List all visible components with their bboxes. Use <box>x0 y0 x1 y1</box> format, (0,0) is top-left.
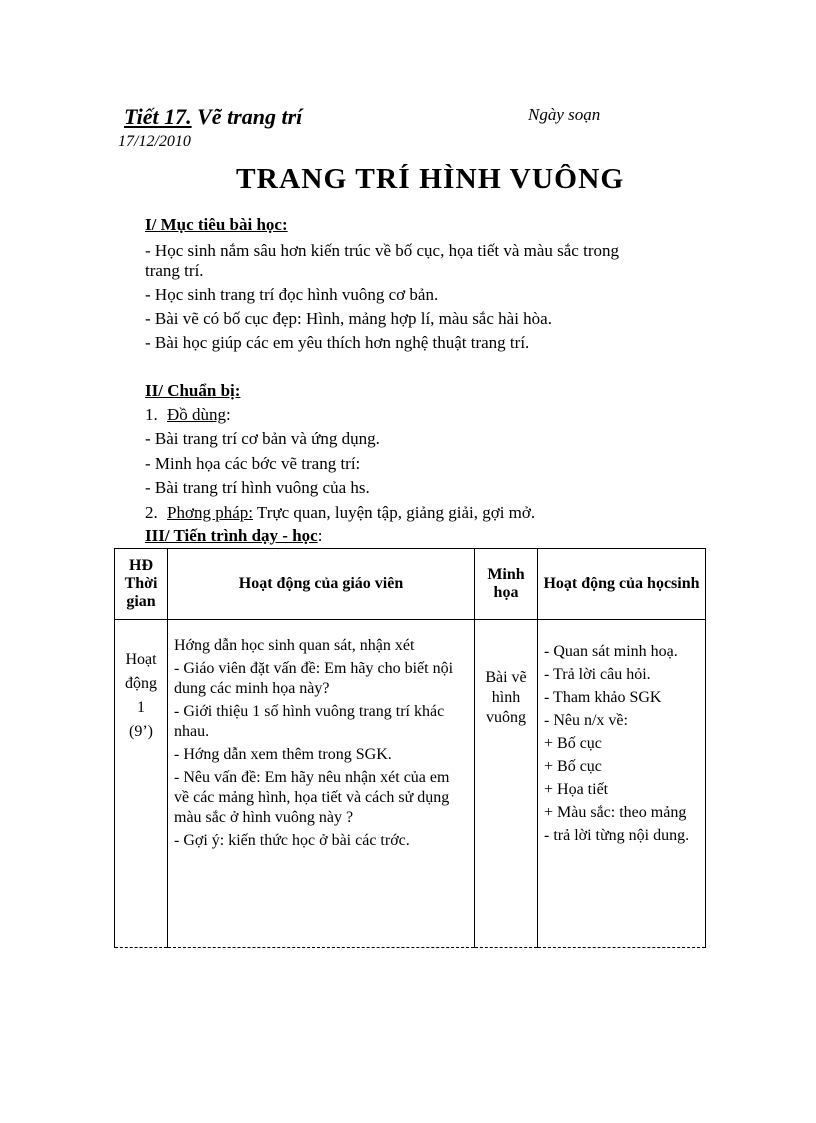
lesson-process-table <box>114 548 706 948</box>
section1-line-3: - Học sinh trang trí đọc hình vuông cơ bản. <box>145 285 439 304</box>
section3-heading-colon: : <box>317 526 323 545</box>
student-line: - Tham khảo SGK <box>544 689 662 706</box>
header-time: HĐ Thời gian <box>115 549 168 620</box>
illustration-line: hình <box>491 689 521 706</box>
student-line: + Họa tiết <box>544 781 609 798</box>
student-line: + Bố cục <box>544 758 602 775</box>
illustration-line: Bài vẽ <box>485 669 527 686</box>
section1-line-4: - Bài vẽ có bố cục đẹp: Hình, mảng hợp lí, màu sắc hài hòa. <box>145 309 552 328</box>
item-2-text: Trực quan, luyện tập, giảng giải, gợi mở. <box>252 503 536 522</box>
student-line: + Màu sắc: theo mảng <box>544 804 687 821</box>
section2-heading: II/ Chuẩn bị: <box>145 381 241 400</box>
section2-item-2 <box>145 503 535 523</box>
activity-line: (9’) <box>129 723 153 740</box>
section2-item-1 <box>145 405 231 425</box>
student-line: - Trả lời câu hỏi. <box>544 666 651 683</box>
teacher-line: Hớng dẫn học sinh quan sát, nhận xét <box>174 637 415 654</box>
prep-date: 17/12/2010 <box>118 133 191 150</box>
student-activity-cell <box>538 620 706 948</box>
item-2-number: 2. <box>145 503 158 522</box>
section2-line-3: - Bài trang trí hình vuông của hs. <box>145 478 370 497</box>
activity-cell <box>115 620 168 948</box>
section1-heading: I/ Mục tiêu bài học: <box>145 215 288 234</box>
student-line: + Bố cục <box>544 735 602 752</box>
section1-line-5: - Bài học giúp các em yêu thích hơn nghệ thuật trang trí. <box>145 333 530 352</box>
teacher-line: - Giáo viên đặt vấn đề: Em hãy cho biết nội dung các minh họa này? <box>174 660 454 697</box>
student-line: - trả lời từng nội dung. <box>544 827 690 844</box>
illustration-cell <box>475 620 538 948</box>
lesson-title <box>124 104 302 130</box>
section3-heading-text: III/ Tiến trình dạy - học <box>145 526 318 545</box>
section1-line-2: trang trí. <box>145 261 204 280</box>
section3-heading <box>145 526 322 546</box>
header-student-activity: Hoạt động của họcsinh <box>538 549 706 620</box>
teacher-line: - Nêu vấn đề: Em hãy nêu nhận xét của em về các mảng hình, họa tiết và cách sử dụng màu sắc ở hình vuông này ? <box>174 769 450 826</box>
teacher-line: - Gợi ý: kiến thức học ở bài các trớc. <box>174 832 410 849</box>
activity-line: 1 <box>137 699 145 716</box>
table-row <box>115 620 706 948</box>
illustration-line: vuông <box>486 709 526 726</box>
student-line: - Quan sát minh hoạ. <box>544 643 678 660</box>
student-line: - Nêu n/x về: <box>544 712 628 729</box>
header-teacher-activity: Hoạt động của giáo viên <box>168 549 475 620</box>
header-illustration: Minh họa <box>475 549 538 620</box>
prep-date-label: Ngày soạn <box>528 105 601 124</box>
section2-line-1: - Bài trang trí cơ bản và ứng dụng. <box>145 429 380 448</box>
teacher-line: - Giới thiệu 1 số hình vuông trang trí khác nhau. <box>174 703 445 740</box>
section2-line-2: - Minh họa các bớc vẽ trang trí: <box>145 454 361 473</box>
teacher-line: - Hớng dẫn xem thêm trong SGK. <box>174 746 392 763</box>
table-header-row <box>115 549 706 620</box>
activity-line: Hoạt <box>125 651 157 668</box>
item-2-label: Phơng pháp: <box>167 503 253 522</box>
item-1-number: 1. <box>145 405 158 424</box>
activity-line: động <box>125 675 157 692</box>
teacher-activity-cell <box>168 620 475 948</box>
item-1-label: Đồ dùng <box>167 405 227 424</box>
lesson-subject: Vẽ trang trí <box>191 104 303 129</box>
page-title: TRANG TRÍ HÌNH VUÔNG <box>236 164 625 195</box>
item-1-colon: : <box>226 405 231 424</box>
lesson-number: Tiết 17. <box>124 104 192 129</box>
section1-line-1: - Học sinh nắm sâu hơn kiến trúc về bố cục, họa tiết và màu sắc trong <box>145 241 619 260</box>
